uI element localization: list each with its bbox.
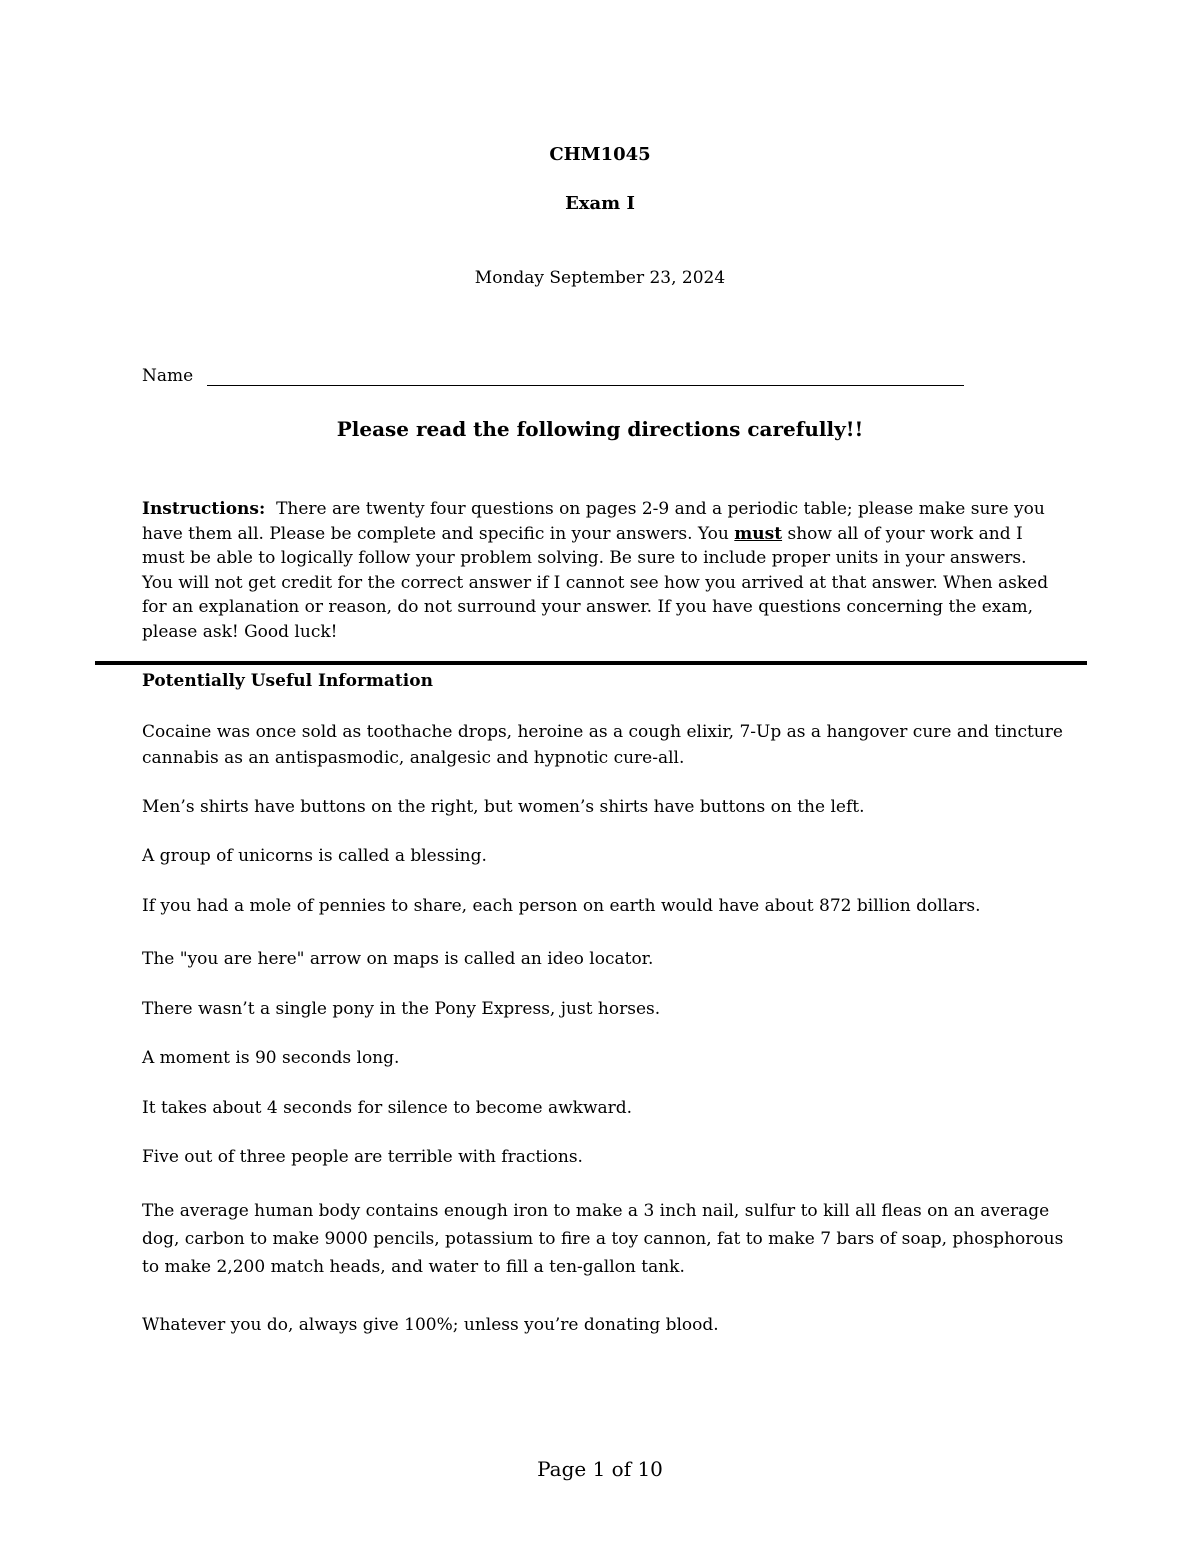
fact-item: The average human body contains enough iron to make a 3 inch nail, sulfur to kill all fleas on an average dog, carbon to make 9000 pencils, potassium to fire a toy cannon, fat to make 7 bars of soap, phosphorous to make 2,200 match heads, and water to fill a ten-gallon tank. xyxy=(142,1201,1064,1277)
fact-item: If you had a mole of pennies to share, each person on earth would have about 872 billion dollars. xyxy=(142,896,981,916)
instructions-text-before-must: There are twenty four questions on pages 2-9 and a periodic table; please make sure you have them all. Please be complete and specific in your answers. You xyxy=(142,499,1045,544)
instructions-text-after-must: show all of your work and I must be able to logically follow your problem solving. Be sure to include proper units in your answers. You will not get credit for the correct answer if I cannot see how you arrived at that answer. When asked for an explanation or reason, do not surround your answer. If you have questions concerning the exam, please ask! Good luck! xyxy=(142,523,1049,642)
fact-item: Five out of three people are terrible with fractions. xyxy=(142,1147,583,1167)
fact-item: It takes about 4 seconds for silence to become awkward. xyxy=(142,1098,633,1118)
fact-item: A moment is 90 seconds long. xyxy=(142,1048,400,1068)
fact-item: Whatever you do, always give 100%; unless you’re donating blood. xyxy=(142,1315,719,1335)
fact-item: Men’s shirts have buttons on the right, but women’s shirts have buttons on the left. xyxy=(142,797,865,817)
directions-heading: Please read the following directions carefully!! xyxy=(336,417,864,441)
instructions-must: must xyxy=(734,523,783,544)
course-code: CHM1045 xyxy=(549,144,651,165)
instructions-lead: Instructions: xyxy=(142,499,266,519)
fact-item: The "you are here" arrow on maps is called an ideo locator. xyxy=(142,949,654,969)
page-number: Page 1 of 10 xyxy=(537,1457,663,1481)
name-blank-line[interactable] xyxy=(207,367,964,386)
fact-item: Cocaine was once sold as toothache drops, heroine as a cough elixir, 7-Up as a hangover cure and tincture cannabis as an antispasmodic, analgesic and hypnotic cure-all. xyxy=(142,722,1063,768)
exam-date: Monday September 23, 2024 xyxy=(474,268,726,288)
section-divider xyxy=(95,661,1087,665)
name-field xyxy=(142,366,964,386)
name-label: Name xyxy=(142,366,194,386)
instructions-paragraph xyxy=(142,497,1062,645)
fact-item: There wasn’t a single pony in the Pony Express, just horses. xyxy=(142,999,661,1019)
fact-item: A group of unicorns is called a blessing. xyxy=(142,846,487,866)
exam-title: Exam I xyxy=(565,193,635,214)
useful-info-title: Potentially Useful Information xyxy=(142,671,433,691)
